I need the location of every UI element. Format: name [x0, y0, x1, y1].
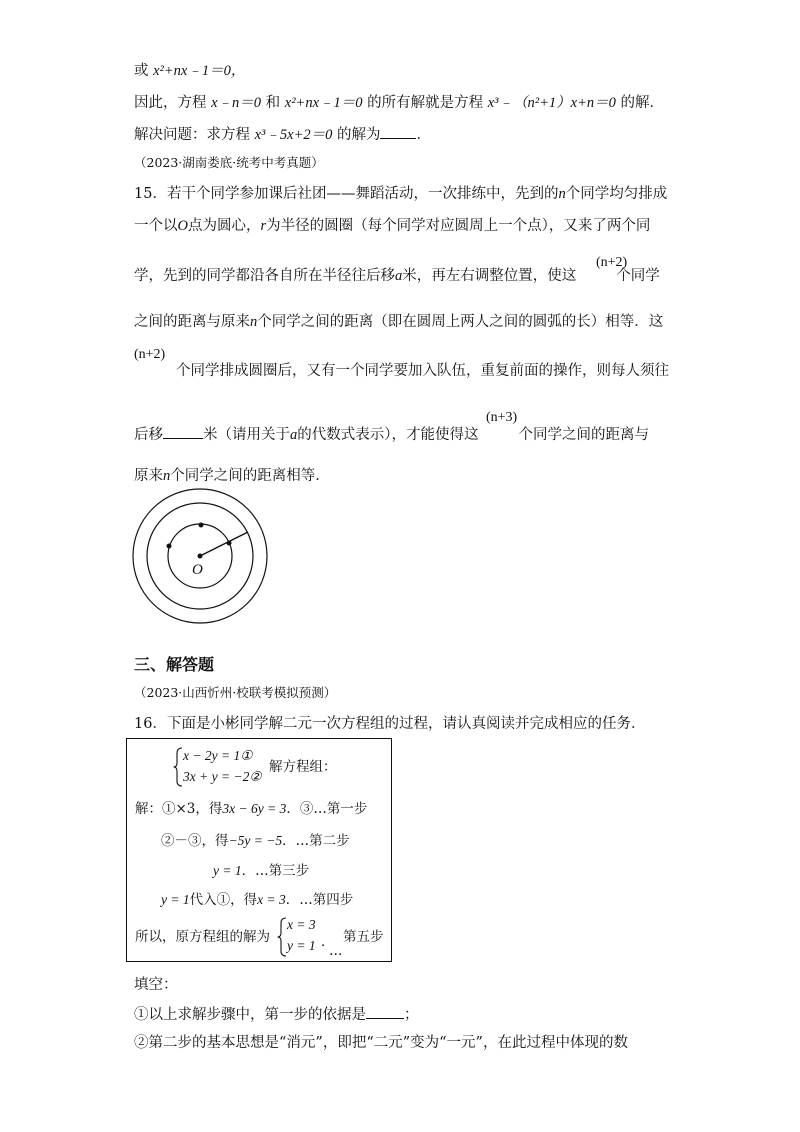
step-1: [135, 801, 367, 817]
text: 代入①，得: [189, 892, 258, 908]
text: 的解为: [332, 127, 381, 143]
variable: n: [250, 314, 258, 330]
n-plus-2-expression: (n+2): [134, 347, 166, 362]
q15-line-5: 个同学排成圆圈后，又有一个同学要加入队伍，重复前面的操作，则每人须往: [176, 363, 669, 379]
text: 后移: [134, 427, 163, 443]
text: 米，再左右调整位置，使这: [402, 268, 577, 284]
q15-line-7: [134, 467, 330, 485]
step-5-dot: ．: [321, 934, 335, 950]
text: 个同学之间的距离相等．: [170, 468, 330, 484]
step-5-text: 第五步: [343, 929, 384, 945]
equation: 3x − 6y = 3: [222, 801, 287, 816]
fill-label: 填空：: [134, 977, 178, 993]
q16-text: 16．下面是小彬同学解二元一次方程组的过程，请认真阅读并完成相应的任务．: [134, 716, 646, 732]
n-plus-3-expression: (n+3): [486, 410, 518, 425]
text: ．: [416, 127, 431, 143]
n-plus-2-expression: (n+2): [596, 255, 628, 270]
student-point: [167, 544, 172, 549]
text: ．…第四步: [285, 892, 354, 908]
text: 的代数式表示），才能使得这: [297, 427, 479, 443]
text: ．③…第一步: [286, 801, 368, 817]
equation: −5y = −5: [228, 833, 283, 848]
text: ①以上求解步骤中，第一步的依据是: [134, 1007, 366, 1023]
q15-line-6: [134, 424, 649, 444]
solution-x: x = 3: [287, 917, 316, 932]
text: 一个以: [134, 218, 178, 234]
text: 个同学: [616, 268, 660, 284]
text: 个同学之间的距离（即在圆周上两人之间的圆弧的长）相等．这: [257, 314, 664, 330]
equation: x³﹣5x+2＝0: [254, 127, 333, 143]
text: 解：①×3，得: [135, 801, 223, 817]
equation: x = 3: [257, 892, 286, 907]
brace-icon: [173, 747, 183, 787]
text: 学，先到的同学都沿各自所在半径往后移: [134, 268, 395, 284]
text: 之间的距离与原来: [134, 314, 250, 330]
source-note: （2023·湖南娄底·统考中考真题）: [134, 155, 324, 170]
variable: n: [163, 468, 171, 484]
q15-line-2: [134, 217, 650, 235]
center-point: [198, 554, 203, 559]
text: 点为圆心，: [187, 218, 261, 234]
variable: a: [290, 427, 298, 443]
q15-line-3: [134, 267, 660, 285]
text: 或: [134, 63, 154, 79]
text: ②－③，得: [161, 833, 229, 849]
fill-question-1: [134, 1004, 419, 1024]
text-line-3: [134, 124, 431, 144]
step-4: [161, 892, 353, 908]
concentric-circles-figure: [130, 488, 270, 628]
equation-1: x − 2y = 1①: [183, 748, 253, 763]
answer-blank[interactable]: [366, 1004, 404, 1019]
step-5-dots: …: [329, 943, 343, 959]
text: 和: [261, 95, 285, 111]
equation: x²+nx﹣1＝0: [284, 95, 363, 111]
text: 的所有解就是方程: [362, 95, 488, 111]
center-label: O: [192, 562, 203, 578]
student-point: [227, 541, 232, 546]
source-note: （2023·山西忻州·校联考模拟预测）: [134, 685, 337, 700]
solution-y: y = 1: [287, 938, 316, 953]
equation-2: 3x + y = −2②: [183, 769, 262, 784]
text: 因此，方程: [134, 95, 212, 111]
equation: y = 1: [213, 863, 242, 878]
variable: O: [177, 218, 188, 234]
text: 15．若干个同学参加课后社团——舞蹈活动，一次排练中，先到的: [134, 186, 559, 202]
text: 解决问题：求方程: [134, 127, 255, 143]
text: 原来: [134, 468, 163, 484]
variable: r: [260, 218, 267, 234]
text: 个同学之间的距离与: [518, 427, 649, 443]
equation: y = 1: [161, 892, 190, 907]
step-3: [213, 863, 309, 879]
student-point: [199, 523, 204, 528]
answer-blank[interactable]: [380, 124, 416, 139]
step-5-label: 所以，原方程组的解为: [135, 929, 270, 945]
brace-icon: [277, 917, 287, 957]
equation: x²+nx﹣1＝0，: [153, 63, 246, 79]
q15-line-4: [134, 313, 663, 331]
text: 为半径的圆圈（每个同学对应圆周上一个点），又来了两个同: [266, 218, 651, 234]
answer-blank[interactable]: [163, 424, 203, 439]
equation: x³﹣（n²+1）x+n＝0: [487, 95, 616, 111]
text-line-1: [134, 62, 245, 80]
variable: a: [395, 268, 403, 284]
variable: n: [558, 186, 566, 202]
text-line-2: [134, 94, 664, 112]
section-heading: 三、解答题: [134, 655, 215, 674]
equation: x﹣n＝0: [211, 95, 262, 111]
text: 米（请用关于: [203, 427, 290, 443]
solution-box: [126, 738, 392, 962]
text: 的解．: [615, 95, 664, 111]
text: ．…第三步: [241, 863, 310, 879]
text: ；: [404, 1007, 419, 1023]
text: ．…第二步: [282, 833, 350, 849]
box-title: 解方程组：: [269, 759, 337, 775]
step-2: [161, 833, 350, 849]
q15-line-1: [134, 185, 667, 203]
fill-question-2: ②第二步的基本思想是“消元”，即把“二元”变为“一元”，在此过程中体现的数: [134, 1035, 628, 1051]
text: 个同学均匀排成: [565, 186, 668, 202]
